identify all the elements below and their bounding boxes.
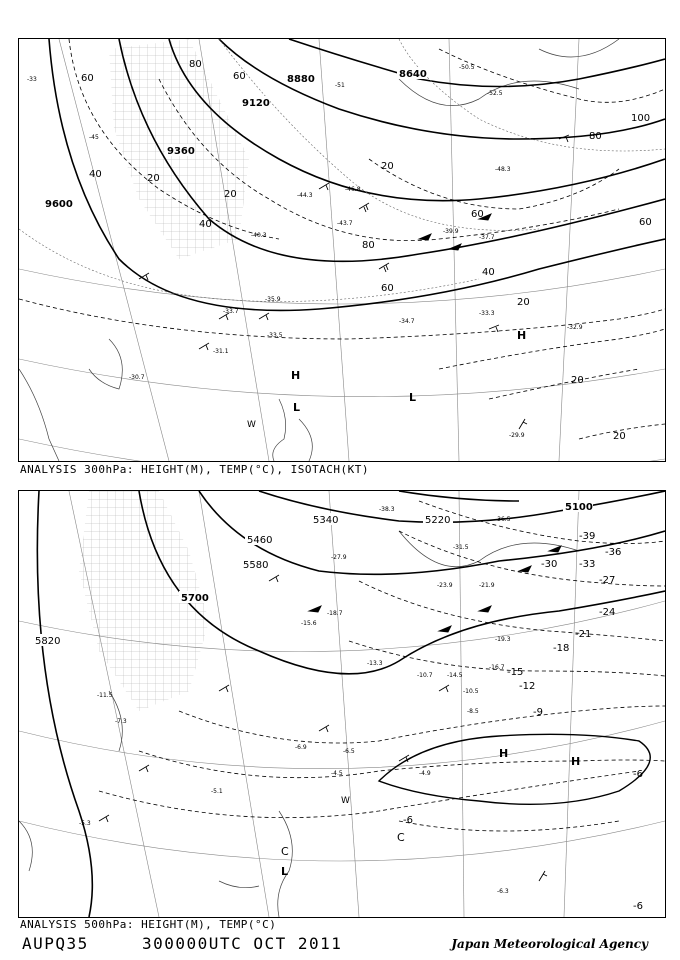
temperature-values: [27, 64, 583, 439]
temp-value: -50.5: [459, 64, 475, 71]
height-label: 9360: [167, 146, 195, 157]
temp-value: -5.1: [211, 788, 223, 795]
temp-value: -4.9: [419, 770, 431, 777]
isotach-label: 60: [639, 217, 652, 228]
temp-value: -15.6: [301, 620, 317, 627]
temp-value: -10.5: [463, 688, 479, 695]
temp-contour-label: -6: [403, 815, 413, 826]
isotach-label: 80: [589, 131, 602, 142]
temp-value: -33: [27, 76, 37, 83]
pressure-centers: [247, 329, 526, 430]
height-label: 5100: [565, 502, 593, 513]
isotach-label: 20: [613, 431, 626, 442]
height-label: 8640: [399, 69, 427, 80]
temp-value: -10.7: [417, 672, 433, 679]
temp-contour-label: -27: [599, 575, 616, 586]
temp-value: -29.9: [509, 432, 525, 439]
low-center: L: [293, 401, 301, 414]
height-label: 8880: [287, 74, 315, 85]
temp-value: -34.7: [399, 318, 415, 325]
temp-value: -7.3: [115, 718, 127, 725]
chart-code: AUPQ35: [22, 934, 89, 953]
height-label: 5340: [313, 515, 339, 526]
temp-value: -52.5: [487, 90, 503, 97]
isotach-label: 80: [362, 240, 375, 251]
isotach-label: 60: [233, 71, 246, 82]
isotach-label: 40: [89, 169, 102, 180]
temp-value: -31.5: [453, 544, 469, 551]
temp-value: -44.3: [297, 192, 313, 199]
height-label: 5700: [181, 593, 209, 604]
temp-value: -23.9: [437, 582, 453, 589]
map-300hpa-canvas: [19, 39, 665, 461]
temp-value: -18.7: [327, 610, 343, 617]
temp-value: -38.3: [379, 506, 395, 513]
temp-contour-label: -18: [553, 643, 570, 654]
temp-contour-label: -39: [579, 531, 596, 542]
temp-value: -6.5: [343, 748, 355, 755]
temp-value: -30.7: [129, 374, 145, 381]
warm-marker: W: [247, 420, 256, 430]
temp-value: -13.3: [367, 660, 383, 667]
temp-contour-label: -24: [599, 607, 616, 618]
temp-value: -27.9: [331, 554, 347, 561]
temp-value: -8.5: [467, 708, 479, 715]
high-center: H: [517, 329, 527, 342]
isotach-label: 20: [147, 173, 160, 184]
temp-contour-label: -36: [605, 547, 622, 558]
cold-center: C: [397, 831, 405, 844]
temp-value: -19.3: [495, 636, 511, 643]
height-label: 9600: [45, 199, 73, 210]
isotach-label: 60: [381, 283, 394, 294]
height-label: 5220: [425, 515, 451, 526]
temp-contour-label: -9: [533, 707, 543, 718]
temp-value: -33.5: [267, 332, 283, 339]
low-center: L: [281, 865, 289, 878]
temp-contour-label: -12: [519, 681, 536, 692]
temp-value: -37.7: [479, 234, 495, 241]
temp-value: -5.3: [79, 820, 91, 827]
temp-value: -11.5: [97, 692, 113, 699]
caption-300hpa: ANALYSIS 300hPa: HEIGHT(M), TEMP(°C), ISOTACH(KT): [20, 463, 370, 476]
map-500hpa-canvas: [19, 491, 665, 917]
temp-value: -43.7: [337, 220, 353, 227]
height-label: 9120: [242, 98, 270, 109]
temp-value: -39.9: [443, 228, 459, 235]
agency-name: Japan Meteorological Agency: [451, 937, 648, 951]
isotach-label: 100: [631, 113, 651, 124]
isotach-label: 80: [189, 59, 202, 70]
map-500hpa: [18, 490, 666, 918]
temp-value: -40.3: [251, 232, 267, 239]
temp-value: -32.9: [567, 324, 583, 331]
warm-marker: W: [341, 796, 350, 806]
temp-value: -46.8: [345, 186, 361, 193]
temp-value: -33.7: [223, 308, 239, 315]
temp-value: -16.7: [489, 664, 505, 671]
temp-contour-label: -33: [579, 559, 596, 570]
coastlines: [19, 39, 619, 461]
isotach-label: 20: [517, 297, 530, 308]
temp-contour-label: -6: [633, 901, 643, 912]
height-label: 5580: [243, 560, 269, 571]
temp-value: -45: [89, 134, 99, 141]
temp-contour-label: -21: [575, 629, 592, 640]
isotach-label: 20: [224, 189, 237, 200]
isotach-label: 60: [81, 73, 94, 84]
temp-contour-label: -6: [633, 769, 643, 780]
temp-value: -14.5: [447, 672, 463, 679]
isotach-label: 40: [482, 267, 495, 278]
temp-contour-label: -15: [507, 667, 524, 678]
high-center: H: [571, 755, 581, 768]
temp-value: -33.3: [479, 310, 495, 317]
temp-value: -6.9: [295, 744, 307, 751]
temp-contour-label: -30: [541, 559, 558, 570]
valid-time: 300000UTC OCT 2011: [142, 934, 343, 953]
caption-500hpa: ANALYSIS 500hPa: HEIGHT(M), TEMP(°C): [20, 918, 277, 931]
high-center: H: [499, 747, 509, 760]
temp-value: -31.1: [213, 348, 229, 355]
isotach-label: 60: [471, 209, 484, 220]
map-300hpa: [18, 38, 666, 462]
cold-center: C: [281, 845, 289, 858]
temp-value: -21.9: [479, 582, 495, 589]
temp-value: -36.5: [495, 516, 511, 523]
high-center: H: [291, 369, 301, 382]
isotach-label: 40: [199, 219, 212, 230]
temp-value: -6.3: [497, 888, 509, 895]
temp-value: -51: [335, 82, 345, 89]
temp-value: -35.9: [265, 296, 281, 303]
height-label: 5460: [247, 535, 273, 546]
height-label: 5820: [35, 636, 61, 647]
temp-value: -4.5: [331, 770, 343, 777]
temp-value: -48.3: [495, 166, 511, 173]
isotach-label: 20: [571, 375, 584, 386]
isotach-label: 20: [381, 161, 394, 172]
low-center: L: [409, 391, 417, 404]
